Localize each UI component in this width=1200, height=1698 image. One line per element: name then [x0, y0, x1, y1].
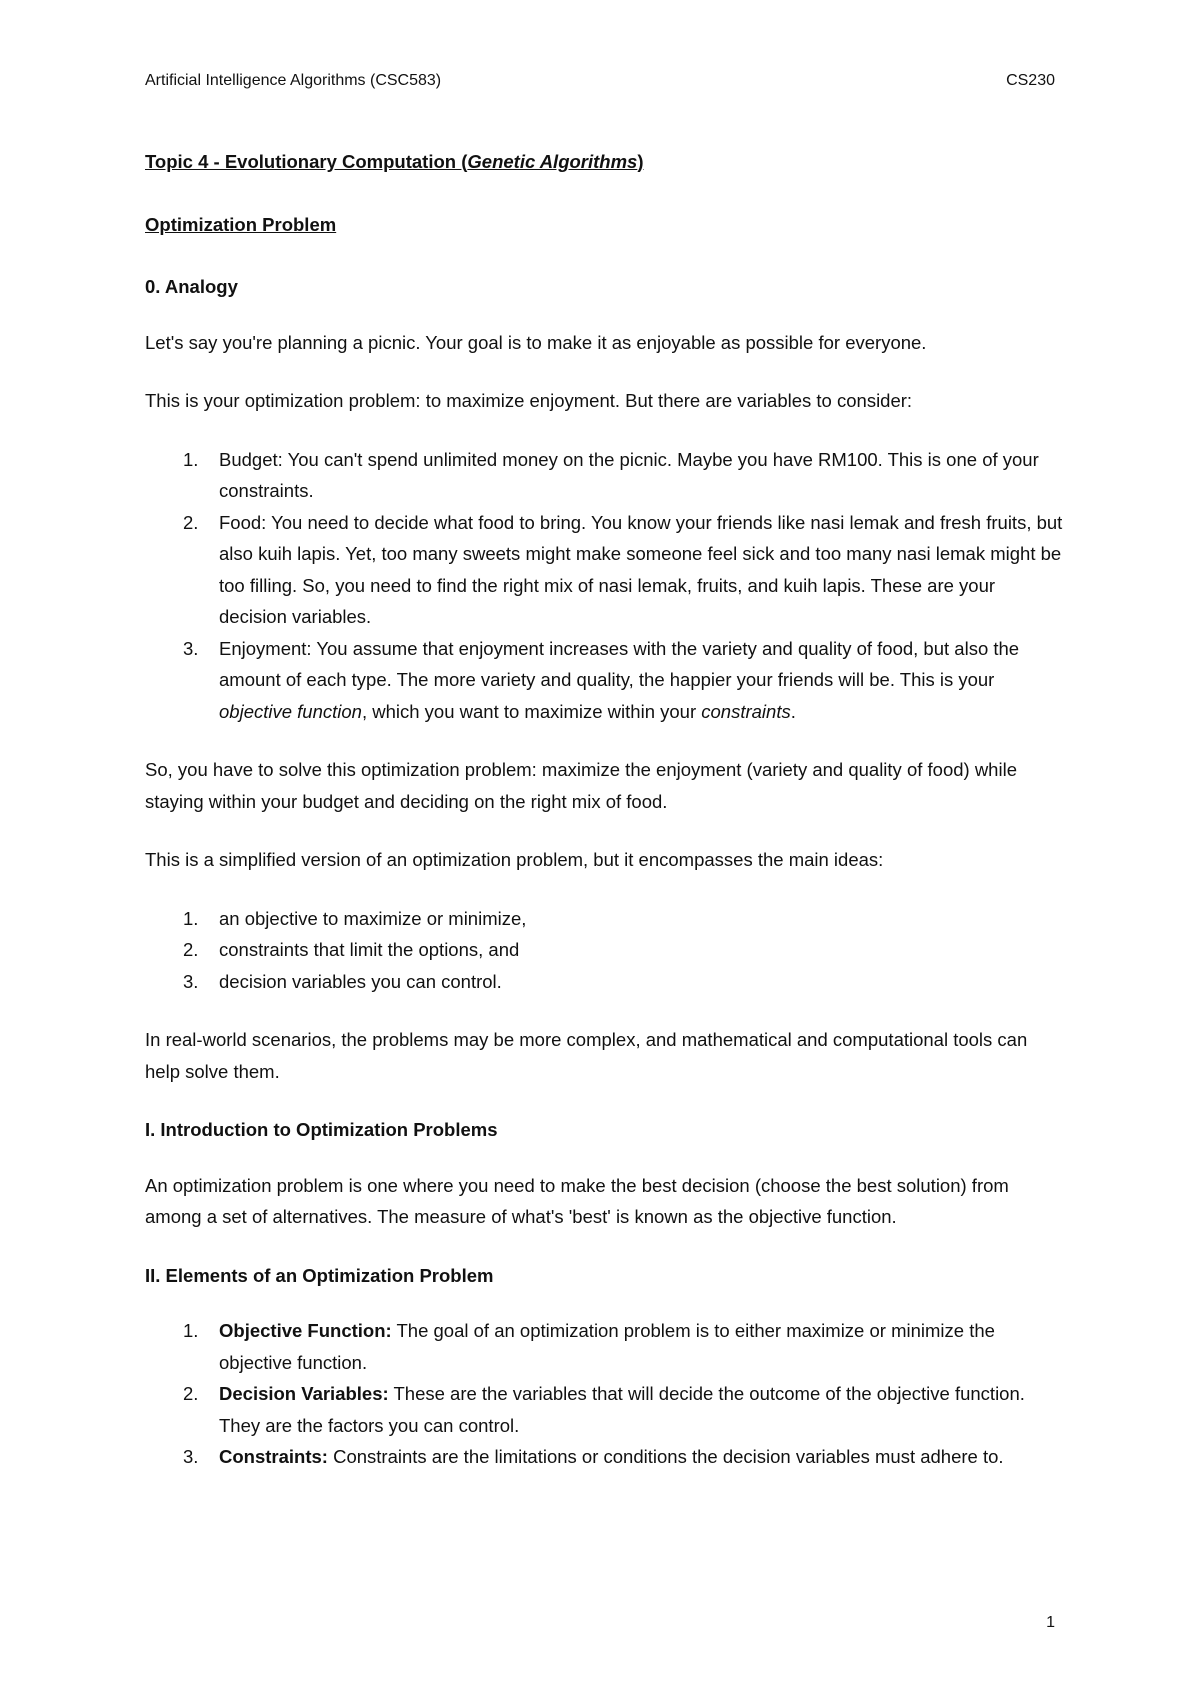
document-body — [145, 146, 1065, 1500]
list-item — [145, 1378, 1065, 1441]
list-item — [145, 903, 1065, 935]
paragraph: In real-world scenarios, the problems may be more complex, and mathematical and computational tools can help solve them. — [145, 1029, 1028, 1082]
title-italic: Genetic Algorithms — [467, 151, 638, 172]
section-heading-analogy: 0. Analogy — [145, 276, 238, 297]
paragraph: This is your optimization problem: to maximize enjoyment. But there are variables to consider: — [145, 390, 913, 411]
list-number: 3. — [183, 637, 199, 659]
list-number: 2. — [183, 511, 199, 533]
numbered-list-elements — [145, 1315, 1065, 1473]
paragraph: So, you have to solve this optimization problem: maximize the enjoyment (variety and quality of food) while staying within your budget and deciding on the right mix of food. — [145, 759, 1017, 812]
document-subtitle: Optimization Problem — [145, 213, 337, 235]
section-heading-introduction: I. Introduction to Optimization Problems — [145, 1119, 498, 1140]
list-item-text: Decision Variables: These are the variables that will decide the outcome of the objective function. They are the factors you can control. — [219, 1383, 1025, 1436]
list-item-text: Budget: You can't spend unlimited money on the picnic. Maybe you have RM100. This is one of your constraints. — [219, 448, 1039, 501]
list-number: 1. — [183, 448, 199, 470]
italic-term: constraints — [701, 700, 791, 722]
list-item-text: Food: You need to decide what food to bring. You know your friends like nasi lemak and fresh fruits, but also kuih lapis. Yet, too many sweets might make someone feel sick and too many nasi lemak might be too filling. So, you need to find the right mix of nasi lemak, fruits, and kuih lapis. These are your decision variables. — [219, 511, 1063, 627]
list-number: 2. — [183, 1383, 199, 1404]
list-number: 1. — [183, 907, 199, 929]
list-number: 1. — [183, 1320, 199, 1341]
list-number: 3. — [183, 1446, 199, 1467]
paragraph: Let's say you're planning a picnic. Your goal is to make it as enjoyable as possible for everyone. — [145, 331, 927, 353]
italic-term: objective function — [219, 700, 362, 722]
list-item-text: Objective Function: The goal of an optimization problem is to either maximize or minimize the objective function. — [219, 1320, 995, 1373]
list-number: 2. — [183, 939, 199, 960]
numbered-list-main-ideas — [145, 903, 1065, 998]
header-course-code: CS230 — [1006, 72, 1055, 89]
list-number: 3. — [183, 970, 199, 992]
paragraph: This is a simplified version of an optimization problem, but it encompasses the main ideas: — [145, 849, 884, 870]
list-item-text: Enjoyment: You assume that enjoyment increases with the variety and quality of food, but also the amount of each type. The more variety and quality, the happier your friends will be. This is your objective function, which you want to maximize within your constraints. — [219, 637, 1020, 722]
list-item — [145, 1441, 1065, 1473]
list-item — [145, 934, 1065, 966]
section-heading-elements: II. Elements of an Optimization Problem — [145, 1264, 494, 1286]
list-item — [145, 633, 1065, 728]
list-item-text: decision variables you can control. — [219, 970, 502, 992]
list-item — [145, 444, 1065, 507]
header-course-title: Artificial Intelligence Algorithms (CSC583) — [145, 72, 442, 89]
numbered-list-analogy — [145, 444, 1065, 728]
list-item-text: Constraints: Constraints are the limitations or conditions the decision variables must adhere to. — [219, 1446, 1004, 1467]
bold-term: Objective Function: — [219, 1320, 392, 1341]
paragraph: An optimization problem is one where you need to make the best decision (choose the best solution) from among a set of alternatives. The measure of what's 'best' is known as the objective function. — [145, 1174, 1009, 1227]
document-title: Topic 4 - Evolutionary Computation (Genetic Algorithms) — [145, 151, 644, 172]
page-header — [145, 72, 1055, 90]
bold-term: Constraints: — [219, 1446, 328, 1467]
list-item — [145, 966, 1065, 998]
page-number: 1 — [1046, 1614, 1055, 1631]
list-item-text: constraints that limit the options, and — [219, 939, 520, 960]
list-item — [145, 507, 1065, 633]
list-item-text: an objective to maximize or minimize, — [219, 907, 527, 929]
bold-term: Decision Variables: — [219, 1383, 389, 1404]
list-item — [145, 1315, 1065, 1378]
